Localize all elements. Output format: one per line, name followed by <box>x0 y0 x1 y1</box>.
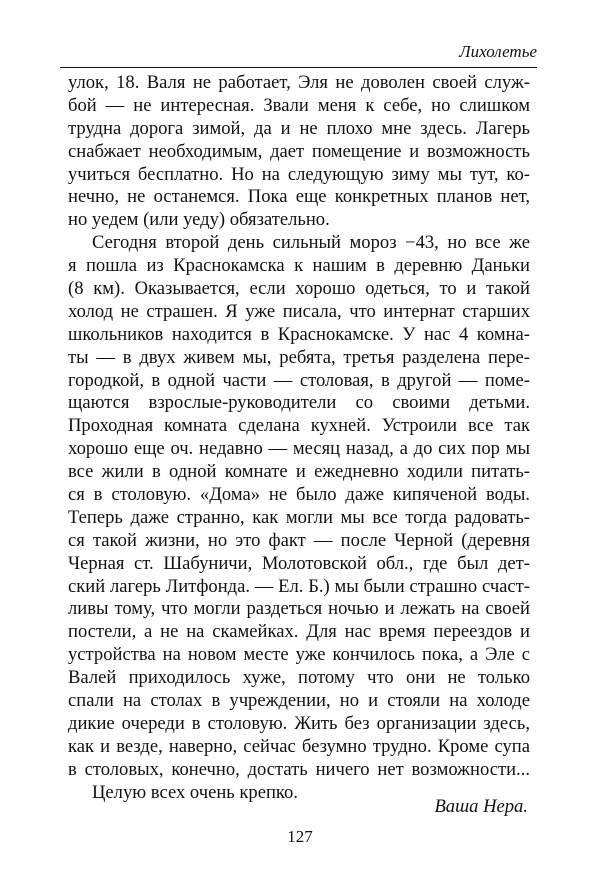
text-line: но уедем (или уеду) обязательно. <box>68 209 330 231</box>
text-line: в столовых, конечно, достать ничего нет возможности... <box>68 758 530 780</box>
running-head: Лихолетье <box>459 42 537 61</box>
text-line: устройства на новом месте уже кончилось пока, а Эле с <box>68 644 530 666</box>
text-line: Проходная комната сделана кухней. Устроили все так <box>68 415 530 437</box>
text-line: бой — не интересная. Звали меня к себе, но слишком <box>68 94 530 116</box>
text-line: ский лагерь Литфонда. — Ел. Б.) мы были страшно счаст- <box>68 575 530 597</box>
header-divider <box>60 67 537 68</box>
body-text <box>68 72 530 805</box>
text-line: ся такой жизни, но это факт — после Черной (деревня <box>68 529 530 551</box>
text-line: школьников находится в Краснокамске. У нас 4 комна- <box>68 323 530 345</box>
text-line: (8 км). Оказывается, если хорошо одеться, то и такой <box>68 278 530 300</box>
text-line: нечно, не останемся. Пока еще конкретных планов нет, <box>68 186 530 208</box>
text-line: улок, 18. Валя не работает, Эля не доволен своей служ- <box>68 72 530 93</box>
text-line: хорошо еще оч. недавно — месяц назад, а до сих пор мы <box>68 438 530 460</box>
text-line: щаются взрослые-руководители со своими детьми. <box>68 392 530 414</box>
text-line: как и везде, наверно, сейчас безумно трудно. Кроме супа <box>68 735 530 757</box>
text-line: постели, а не на скамейках. Для нас время переездов и <box>68 621 530 643</box>
text-line: спали на столах в учреждении, но и стояли на холоде <box>68 690 530 712</box>
text-line: я пошла из Краснокамска к нашим в деревню Даньки <box>68 255 530 277</box>
text-line: трудна дорога зимой, да и не плохо мне здесь. Лагерь <box>68 117 530 139</box>
signature: Ваша Нера. <box>434 796 528 817</box>
text-line: все жили в одной комнате и ежедневно ходили питать- <box>68 461 530 483</box>
text-line: Сегодня второй день сильный мороз −43, но все же <box>92 232 530 254</box>
text-line: ся в столовую. «Дома» не было даже кипяченой воды. <box>68 484 530 506</box>
text-line: учиться бесплатно. Но на следующую зиму мы тут, ко- <box>68 163 530 185</box>
text-line: ливы тому, что могли раздеться ночью и лежать на своей <box>68 598 530 620</box>
text-line: холод не страшен. Я уже писала, что интернат старших <box>68 300 530 322</box>
text-line: Черная ст. Шабуничи, Молотовской обл., где был дет- <box>68 552 530 574</box>
text-line: городкой, в одной части — столовая, в другой — поме- <box>68 369 530 391</box>
text-line: Целую всех очень крепко. <box>92 781 298 803</box>
text-line: ты — в двух живем мы, ребята, третья разделена пере- <box>68 346 530 368</box>
text-line: Валей приходилось хуже, потому что они не только <box>68 667 530 689</box>
text-line: дикие очереди в столовую. Жить без организации здесь, <box>68 712 530 734</box>
page-number: 127 <box>287 827 313 846</box>
text-line: Теперь даже странно, как могли мы все тогда радовать- <box>68 506 530 528</box>
text-line: снабжает необходимым, дает помещение и возможность <box>68 140 530 162</box>
